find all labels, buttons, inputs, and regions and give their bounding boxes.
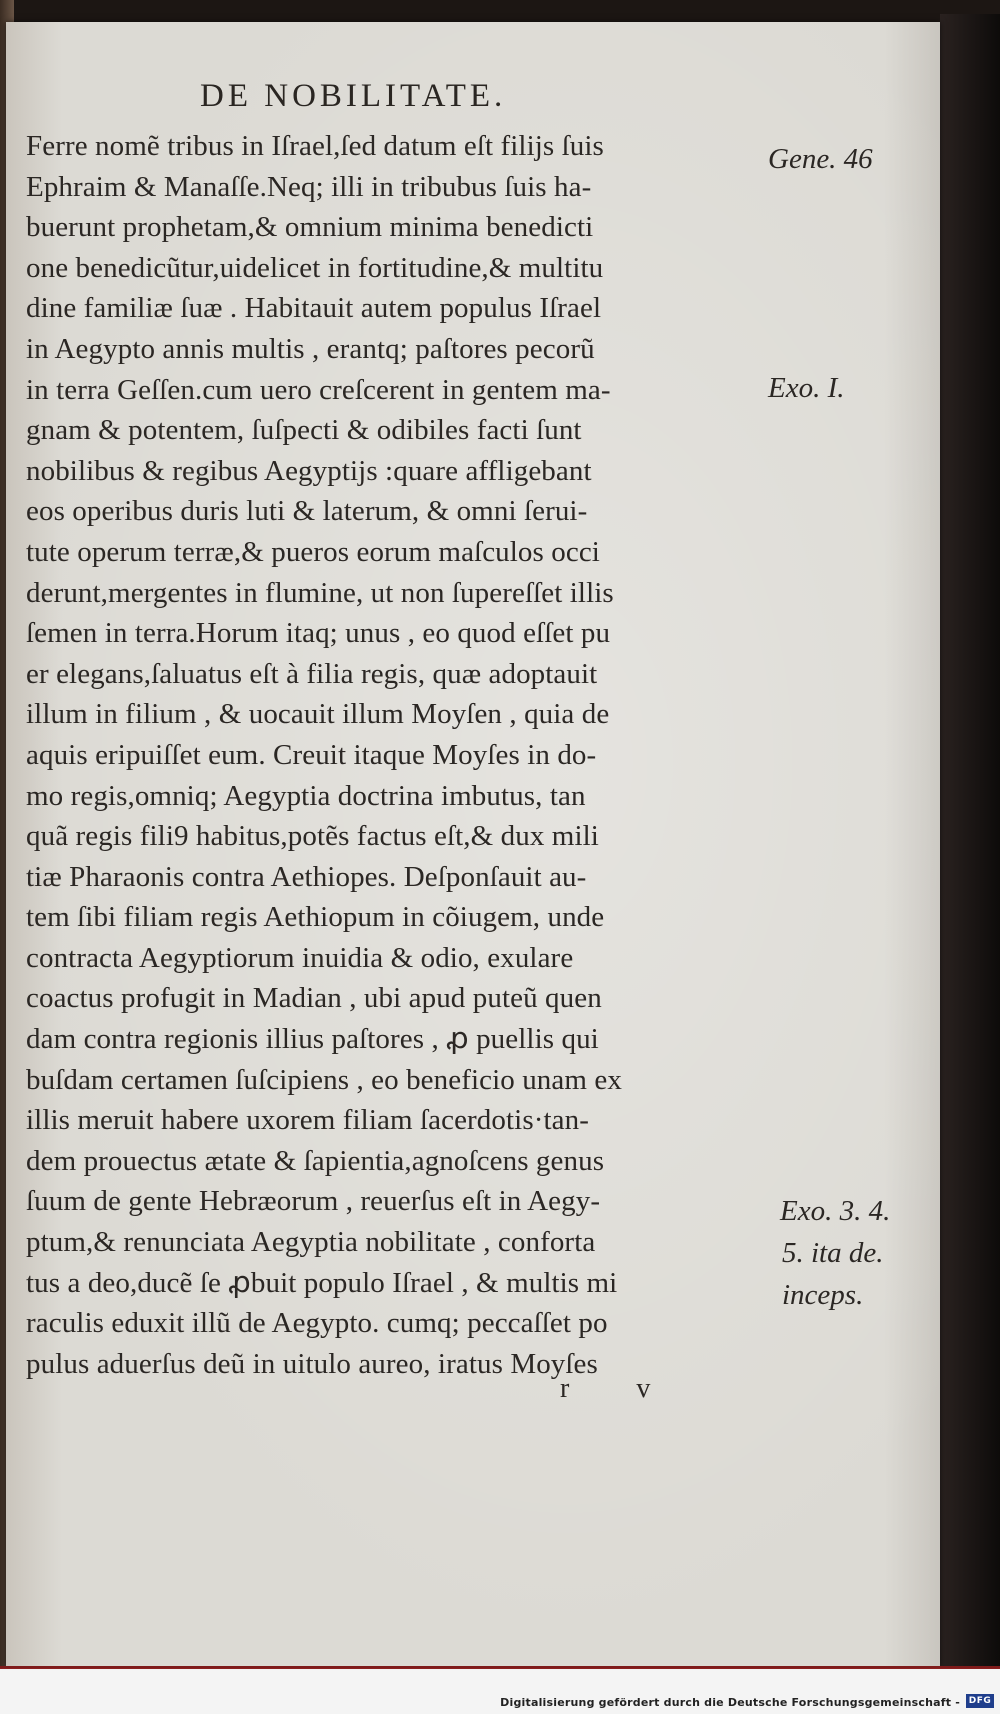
text-line: Ephraim & Manaſſe.Neq; illi in tribubus ſuis ha- xyxy=(26,170,592,203)
text-line: ſemen in terra.Horum itaq; unus , eo quod eſſet pu xyxy=(26,617,611,650)
marginal-note-exo-3: Exo. 3. 4. xyxy=(780,1195,891,1227)
body-text xyxy=(26,126,766,1384)
text-line: Ferre nomẽ tribus in Iſrael,ſed datum eſt filijs ſuis xyxy=(26,130,604,162)
text-line: illum in filium , & uocauit illum Moyſen , quia de xyxy=(26,698,610,731)
text-line: buſdam certamen ſuſcipiens , eo beneficio unam ex xyxy=(26,1063,622,1096)
scan-background-right xyxy=(940,14,1000,1674)
marginal-note-gene: Gene. 46 xyxy=(768,143,873,175)
text-line: mo regis,omniq; Aegyptia doctrina imbutus, tan xyxy=(26,779,586,812)
text-line: tem ſibi filiam regis Aethiopum in cõiugem, unde xyxy=(26,901,605,934)
text-line: gnam & potentem, ſuſpecti & odibiles facti ſunt xyxy=(26,414,582,447)
text-line: coactus profugit in Madian , ubi apud puteũ quen xyxy=(26,982,602,1015)
text-line: tus a deo,ducẽ ſe ꝓbuit populo Iſrael , & multis mi xyxy=(26,1266,618,1299)
text-line: illis meruit habere uxorem filiam ſacerdotis·tan- xyxy=(26,1104,589,1137)
text-line: dine familiæ ſuæ . Habitauit autem populus Iſrael xyxy=(26,292,602,325)
text-line: dam contra regionis illius paſtores , ꝓ puellis qui xyxy=(26,1023,599,1056)
text-line: contracta Aegyptiorum inuidia & odio, exulare xyxy=(26,941,574,974)
text-line: in terra Geſſen.cum uero creſcerent in gentem ma- xyxy=(26,373,611,406)
dfg-logo: DFG xyxy=(966,1694,994,1708)
text-line: dem prouectus ætate & ſapientia,agnoſcens genus xyxy=(26,1144,605,1177)
running-head: DE NOBILITATE. xyxy=(200,78,507,114)
marginal-note-inceps: inceps. xyxy=(782,1279,864,1311)
text-line: ſuum de gente Hebræorum , reuerſus eſt in Aegy- xyxy=(26,1185,601,1218)
text-line: quã regis fili9 habitus,potẽs factus eſt,& dux mili xyxy=(26,820,599,853)
text-line: one benedicũtur,uidelicet in fortitudine,& multitu xyxy=(26,251,604,284)
text-line: er elegans,ſaluatus eſt à filia regis, quæ adoptauit xyxy=(26,657,598,690)
signature-mark: r v xyxy=(560,1373,681,1404)
text-line: tiæ Pharaonis contra Aethiopes. Deſponſauit au- xyxy=(26,860,587,893)
text-line: eos operibus duris luti & laterum, & omni ſerui- xyxy=(26,495,588,528)
marginal-note-ita-de: 5. ita de. xyxy=(782,1237,884,1269)
text-line: aquis eripuiſſet eum. Creuit itaque Moyſes in do- xyxy=(26,738,597,771)
text-line: derunt,mergentes in flumine, ut non ſupereſſet illis xyxy=(26,576,614,609)
text-line: pulus aduerſus deũ in uitulo aureo, iratus Moyſes xyxy=(26,1347,598,1380)
text-line: ptum,& renunciata Aegyptia nobilitate , conforta xyxy=(26,1226,596,1259)
text-line: tute operum terræ,& pueros eorum maſculos occi xyxy=(26,535,600,568)
text-line: buerunt prophetam,& omnium minima benedicti xyxy=(26,211,594,244)
marginal-note-exo-1: Exo. I. xyxy=(768,372,845,404)
text-line: nobilibus & regibus Aegyptijs :quare affligebant xyxy=(26,454,592,487)
digitization-credit: Digitalisierung gefördert durch die Deutsche Forschungsgemeinschaft - xyxy=(500,1696,960,1709)
text-line: raculis eduxit illũ de Aegypto. cumq; peccaſſet po xyxy=(26,1307,608,1340)
text-line: in Aegypto annis multis , erantq; paſtores pecorũ xyxy=(26,332,595,365)
